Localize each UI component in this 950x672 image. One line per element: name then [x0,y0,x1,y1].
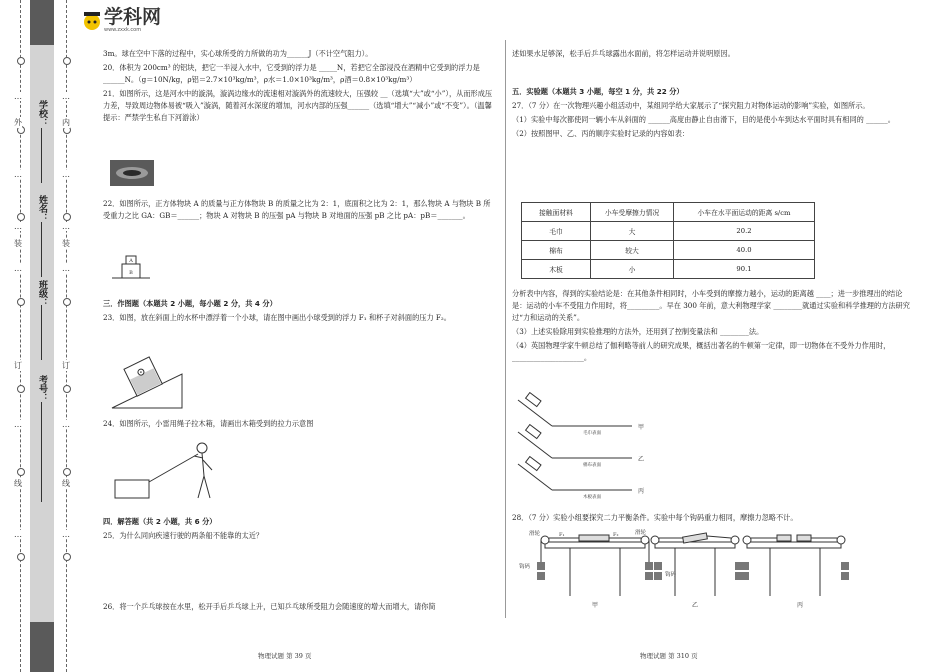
question-27-part-3: （3）上述实验除用到实验推理的方法外，还用到了控制变量法和 ________法。 [512,327,764,336]
margin-circle [63,385,71,393]
margin-circle [17,57,25,65]
fig-label: 丙 [638,488,645,495]
table-cell: 较大 [591,241,674,260]
table-cell: 20.2 [674,222,815,241]
surface-label: 木板表面 [583,495,601,500]
cutline-char: 装 [62,239,70,248]
right-column-analysis [512,288,912,366]
table-row [522,222,815,241]
section-5-heading: 五．实验题（本题共 3 小题，每空 1 分，共 22 分） [512,87,684,96]
margin-circle [17,468,25,476]
cutline-char: 订 [62,361,70,370]
cutline-char: 外 [14,118,22,127]
table-cell: 毛巾 [522,222,591,241]
weight-label: 钩码 [519,564,531,570]
margin-circle [63,298,71,306]
margin-circle [63,553,71,561]
table-row [522,241,815,260]
cutline-char: … [14,222,22,231]
experiment-table-wrap [521,202,815,279]
margin-circle [63,468,71,476]
question-27-part-1: （1）实验中每次都使同一辆小车从斜面的 ______高度由静止自由滑下，目的是使小车到达水平面时具有相同的 ______。 [512,115,895,124]
cutline-char: … [14,420,22,429]
left-column [103,48,495,126]
cutline-char: 线 [62,479,70,488]
question-28: 28．（7 分）实验小组要探究二力平衡条件。实验中每个钩码重力相同，摩擦力忽略不计。 [512,513,798,522]
logo [82,8,161,33]
whirlpool-photo [110,160,154,186]
stacked-blocks-figure [112,254,150,280]
table-cell: 小 [591,260,674,279]
section-4-heading: 四．解答题（共 2 小题，共 6 分） [103,517,217,526]
table-row [522,260,815,279]
table-header-row [522,203,815,222]
right-column [512,48,912,142]
exam-id-field-label: 考号： [37,375,47,402]
setup-bing [741,535,849,609]
fig-label: 丙 [796,602,804,609]
table-cell: 90.1 [674,260,815,279]
table-header: 接触面材料 [522,203,591,222]
school-field-label: 学校： [37,100,47,127]
table-cell: 40.0 [674,241,815,260]
logo-name: 学科网 [104,6,162,28]
class-field-line[interactable] [41,305,42,360]
question-25: 25．为什么同向疾速行驶的两条船不能靠的太近？ [103,531,264,540]
table-header: 小车在水平面运动的距离 s/cm [674,203,815,222]
left-page-footer: 物理试题 第 39 页 [258,652,312,660]
left-column-sec4 [103,516,495,544]
margin-circle [17,553,25,561]
cutline-char: … [14,170,22,179]
balance-experiment-figure [515,526,855,610]
left-column-sec3 [103,298,495,326]
svg-text:B: B [129,270,133,276]
name-field-label: 姓名： [37,195,47,222]
cutline-char: … [62,222,70,231]
cutline-char: 订 [14,361,22,370]
right-column-q28 [512,512,912,526]
question-26: 26．将一个乒乓球按在水里，松开手后乒乓球上升，已知乒乓球所受阻力会随速度的增大而增大，请你简 [103,602,436,611]
cutline-char: … [62,530,70,539]
left-column-q24 [103,418,495,432]
question-20: 20．体积为 200cm³ 的铝块，把它一半浸入水中，它受到的浮力是 _____N，若把它全部浸没在酒精中它受到的浮力是 ______N。（g＝10N/kg，ρ铝＝2.7×10³kg/m³，ρ水＝1.0×10³kg/m³，ρ酒＝0.8×10³kg/m³） [103,63,480,84]
table-cell: 大 [591,222,674,241]
right-page-footer: 物理试题 第 310 页 [640,652,698,660]
weight-label: 钩码 [665,572,677,578]
cutline-char: … [14,264,22,273]
question-21: 21．如图所示，这是河水中的漩涡，漩涡边缘水的流速相对漩涡外的流速较大，压强较 __（选填“大”或“小”），从而形成压力差，导致周边物体易被“吸入”漩涡，随着河水深度的增加，河水内部的压强______（选填“增大”“减小”或“不变”）。（温馨提示：严禁学生私自下河游泳） [103,89,493,122]
svg-text:A: A [129,258,133,264]
pulling-box-figure [112,436,222,502]
binding-margin-top [30,0,54,45]
table-cell: 棉布 [522,241,591,260]
question-26-tail: 述如果水足够深，松手后乒乓球露出水面前，将怎样运动并说明原因。 [512,49,735,58]
cutline-char: … [62,264,70,273]
force-label: F₁ [559,532,565,538]
cutline-char: … [14,530,22,539]
force-label: F₂ [613,532,619,538]
fig-label: 甲 [591,602,599,609]
table-header: 小车受摩擦力情况 [591,203,674,222]
school-field-line[interactable] [41,128,42,183]
analysis-text: 分析表中内容，得到的实验结论是：在其他条件相同时，小车受到的摩擦力越小，运动的距离越 ____；进一步推理出的结论是：运动的小车不受阻力作用时，将_________。早在 300 年前，意大利物理学家 ________就通过实验和科学推理的方法研究过“力和运动的关系”。 [512,289,910,322]
margin-circle [17,298,25,306]
question-19-tail: 3m。球在空中下落的过程中，实心球所受的力所做的功为______J（不计空气阻力）。 [103,49,373,58]
question-24: 24．如图所示，小雷用绳子拉木箱，请画出木箱受到的拉力示意图 [103,419,314,428]
question-23: 23．如图，放在斜面上的水杯中漂浮着一个小球，请在图中画出小球受到的浮力 F₁ 和杯子对斜面的压力 F₂。 [103,313,451,322]
cutline-char: … [62,170,70,179]
logo-mascot-icon [82,10,102,32]
question-22: 22．如图所示，正方体物块 A 的质量与正方体物块 B 的质量之比为 2：1，底面积之比为 2：1，那么物块 A 与物块 B 所受重力之比 GA：GB＝______；物块 A 对物块 B 的压强 pA 与物块 B 对地面的压强 pB 之比 pA：pB＝_______。 [103,199,491,220]
binding-margin-bottom [30,622,54,672]
cutline-char: … [62,420,70,429]
column-divider [505,40,506,618]
cutline-char: 线 [14,479,22,488]
question-27-part-4: （4）英国物理学家牛顿总结了伽利略等前人的研究成果，概括出著名的牛顿第一定律，即一切物体在不受外力作用时，____________________。 [512,341,891,362]
cutline-char: 内 [62,118,70,127]
margin-circle [63,57,71,65]
cutline-char: 装 [14,239,22,248]
setup-jia [519,528,653,609]
incline-cup-figure [110,352,185,410]
setup-yi [651,533,743,609]
logo-url: www.zxxk.com [104,27,142,33]
experiment-table [521,202,815,279]
pulley-label: 滑轮 [635,530,647,536]
name-field-line[interactable] [41,222,42,277]
margin-circle [63,213,71,221]
class-field-label: 班级： [37,280,47,307]
surface-label: 毛巾表面 [583,431,601,436]
fig-label: 乙 [638,456,645,463]
question-27: 27．（7 分）在一次物理兴趣小组活动中，某组同学给大家展示了“探究阻力对物体运动的影响”实验，如图所示。 [512,101,870,110]
fig-label: 乙 [691,602,699,609]
margin-circle [17,385,25,393]
fig-label: 甲 [638,424,645,431]
ramp-wood [518,457,644,500]
margin-circle [17,213,25,221]
left-column-mid [103,198,495,224]
section-3-heading: 三．作图题（本题共 2 小题，每小题 2 分，共 4 分） [103,299,277,308]
surface-label: 棉布表面 [583,463,601,468]
ramp-experiment-figure [512,392,652,508]
table-cell: 木板 [522,260,591,279]
question-27-part-2: （2）按照图甲、乙、丙的顺序实验时记录的内容如表： [512,129,690,138]
pulley-label: 滑轮 [529,531,541,537]
left-column-q26 [103,601,495,615]
cutline-char: … [14,92,22,101]
exam-id-field-line[interactable] [41,402,42,502]
cutline-char: … [62,92,70,101]
